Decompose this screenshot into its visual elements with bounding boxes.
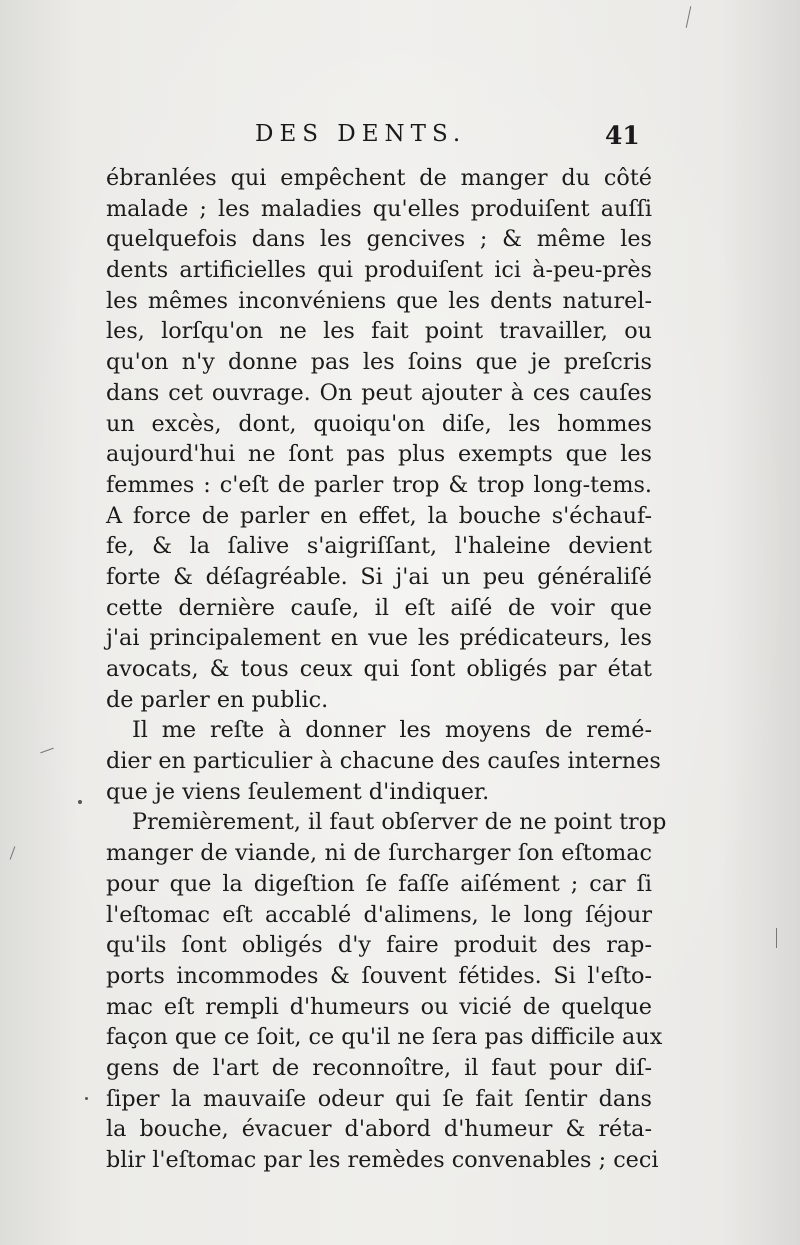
text-line: les mêmes inconvéniens que les dents naturel- bbox=[106, 287, 652, 314]
text-line: dier en particulier à chacune des cauſes internes bbox=[106, 748, 661, 775]
text-line: la bouche, évacuer d'abord d'humeur & réta- bbox=[106, 1116, 652, 1143]
text-line: manger de viande, ni de ſurcharger ſon eſtomac bbox=[106, 840, 652, 867]
text-line: l'eſtomac eſt accablé d'alimens, le long ſéjour bbox=[106, 901, 652, 928]
edge-mark bbox=[40, 748, 53, 754]
text-line: malade ; les maladies qu'elles produiſent auſſi bbox=[106, 195, 652, 222]
text-line: femmes : c'eſt de parler trop & trop long-tems. bbox=[106, 471, 652, 498]
text-line: aujourd'hui ne ſont pas plus exempts que les bbox=[106, 441, 652, 468]
edge-mark bbox=[686, 6, 692, 28]
text-line: ports incommodes & ſouvent fétides. Si l'eſto- bbox=[106, 962, 652, 989]
edge-mark bbox=[776, 928, 777, 948]
text-line: Premièrement, il faut obſerver de ne point trop bbox=[132, 809, 667, 836]
text-line: un excès, dont, quoiqu'on diſe, les hommes bbox=[106, 410, 652, 437]
text-line: gens de l'art de reconnoître, il faut pour diſ- bbox=[106, 1054, 652, 1081]
text-line: blir l'eſtomac par les remèdes convenables ; ceci bbox=[106, 1147, 659, 1173]
page-number: 41 bbox=[605, 121, 640, 150]
text-line: dans cet ouvrage. On peut ajouter à ces cauſes bbox=[106, 379, 652, 406]
text-line: de parler en public. bbox=[106, 686, 329, 713]
text-line: forte & déſagréable. Si j'ai un peu généraliſé bbox=[106, 563, 652, 590]
text-line: qu'on n'y donne pas les ſoins que je preſcris bbox=[106, 349, 652, 376]
edge-mark bbox=[10, 846, 16, 859]
text-line: fe, & la ſalive s'aigriſſant, l'haleine devient bbox=[106, 533, 652, 560]
text-line: ſiper la mauvaiſe odeur qui ſe fait ſentir dans bbox=[106, 1085, 652, 1112]
text-line: façon que ce ſoit, ce qu'il ne ſera pas difficile aux bbox=[106, 1024, 663, 1051]
text-line: dents artificielles qui produiſent ici à-peu-près bbox=[106, 257, 652, 284]
paper-speck bbox=[78, 800, 82, 804]
text-line: j'ai principalement en vue les prédicateurs, les bbox=[106, 625, 652, 652]
text-line: Il me reſte à donner les moyens de remé- bbox=[132, 717, 652, 744]
text-line: qu'ils ſont obligés d'y faire produit des rap- bbox=[106, 932, 652, 959]
body-text bbox=[106, 163, 667, 1176]
text-line: ébranlées qui empêchent de manger du côté bbox=[106, 165, 652, 191]
paper-speck bbox=[85, 1097, 88, 1100]
text-line: A force de parler en effet, la bouche s'échauf- bbox=[106, 502, 652, 529]
text-line: que je viens ſeulement d'indiquer. bbox=[106, 778, 490, 805]
running-title: DES DENTS. bbox=[255, 121, 467, 147]
page-header bbox=[0, 121, 800, 155]
text-line: les, lorſqu'on ne les fait point travailler, ou bbox=[106, 318, 652, 345]
text-line: pour que la digeſtion ſe faſſe aiſément ; car ſi bbox=[106, 870, 652, 897]
text-line: mac eſt rempli d'humeurs ou vicié de quelque bbox=[106, 993, 652, 1020]
text-line: cette dernière cauſe, il eſt aiſé de voir que bbox=[106, 594, 652, 621]
text-line: avocats, & tous ceux qui ſont obligés par état bbox=[106, 656, 652, 682]
text-line: quelquefois dans les gencives ; & même les bbox=[106, 226, 652, 253]
